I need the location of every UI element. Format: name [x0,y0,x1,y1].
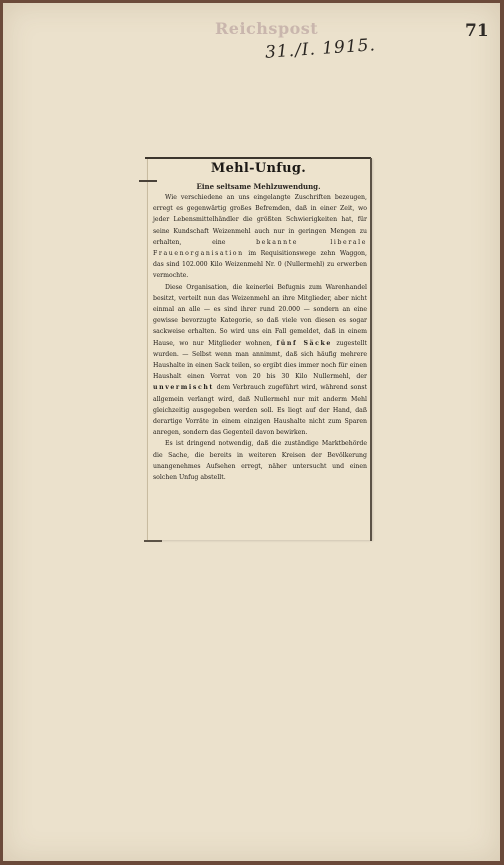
paragraph-1-emphasis: bekannte liberale Frauenorganisation [153,238,368,258]
clipping-right-rule [370,158,372,541]
article-paragraph-2 [153,282,367,439]
source-stamp: Reichspost [215,19,319,38]
clipping-top-rule [145,157,371,159]
article-paragraph-3: Es ist dringend notwendig, daß die zuständige Marktbehörde die Sache, die bereits in weiteren Kreisen der Bevölkerung unangenehmes Aufsehen erregt, näher untersucht und einen solchen Unfug abstellt. [153,440,367,482]
paragraph-2-text-a: Diese Organisation, die keinerlei Befugnis zum Warenhandel besitzt, verteilt nun das Weizenmehl an ihre Mitglieder, aber nicht einmal an alle — es sind ihrer rund 20.000 — sondern an eine gewisse bevorzugte Kategorie, so daß viele von diesen es sogar sackweise erhalten. So wird uns ein Fall gemeldet, daß in einem Hause, wo nur Mitglieder wohnen, [153,283,367,347]
paragraph-1-text-a: Wie verschiedene an uns eingelangte Zuschriften bezeugen, erregt es gegenwärtig großes Befremden, daß in einer Zeit, wo jeder Lebensmittelhändler die größten Schwierigkeiten hat, für seine Kundschaft Weizenmehl auch nur in geringen Mengen zu erhalten, eine [153,194,367,246]
paragraph-2-text-b: zugestellt wurden. — Selbst wenn man annimmt, daß sich häufig mehrere Haushalte in einen Sack teilen, so ergibt dies immer noch für einen Haushalt einen Vorrat von 20 bis 30 Kilo Nullermehl, der [153,339,367,381]
article-paragraph-1 [153,192,367,282]
paragraph-2-emphasis-1: fünf Säcke [276,339,332,347]
paragraph-2-emphasis-2: unvermischt [153,384,214,392]
article-headline: Mehl-Unfug. [210,161,307,176]
page-number: 71 [465,21,489,41]
paragraph-2-text-c: dem Verbrauch zugeführt wird, während sonst allgemein verlangt wird, daß Nullermehl nur mit anderm Mehl gleichzeitig ausgegeben werden soll. Es liegt auf der Hand, daß derartige Vorräte in einem einzigen Haushalte nicht zum Sparen anregen, sondern das Gegenteil davon bewirken. [153,384,367,437]
paragraph-1-text-b: im Requisitionswege zehn Waggon, das sind 102.000 Kilo Weizenmehl Nr. 0 (Nullermehl) zu erwerben vermochte. [153,250,367,280]
article-body [153,192,367,483]
clipping-bottom-rule [144,540,162,542]
handwritten-date: 31./I. 1915. [264,35,377,63]
article-subheadline: Eine seltsame Mehlzuwendung. [196,182,321,191]
